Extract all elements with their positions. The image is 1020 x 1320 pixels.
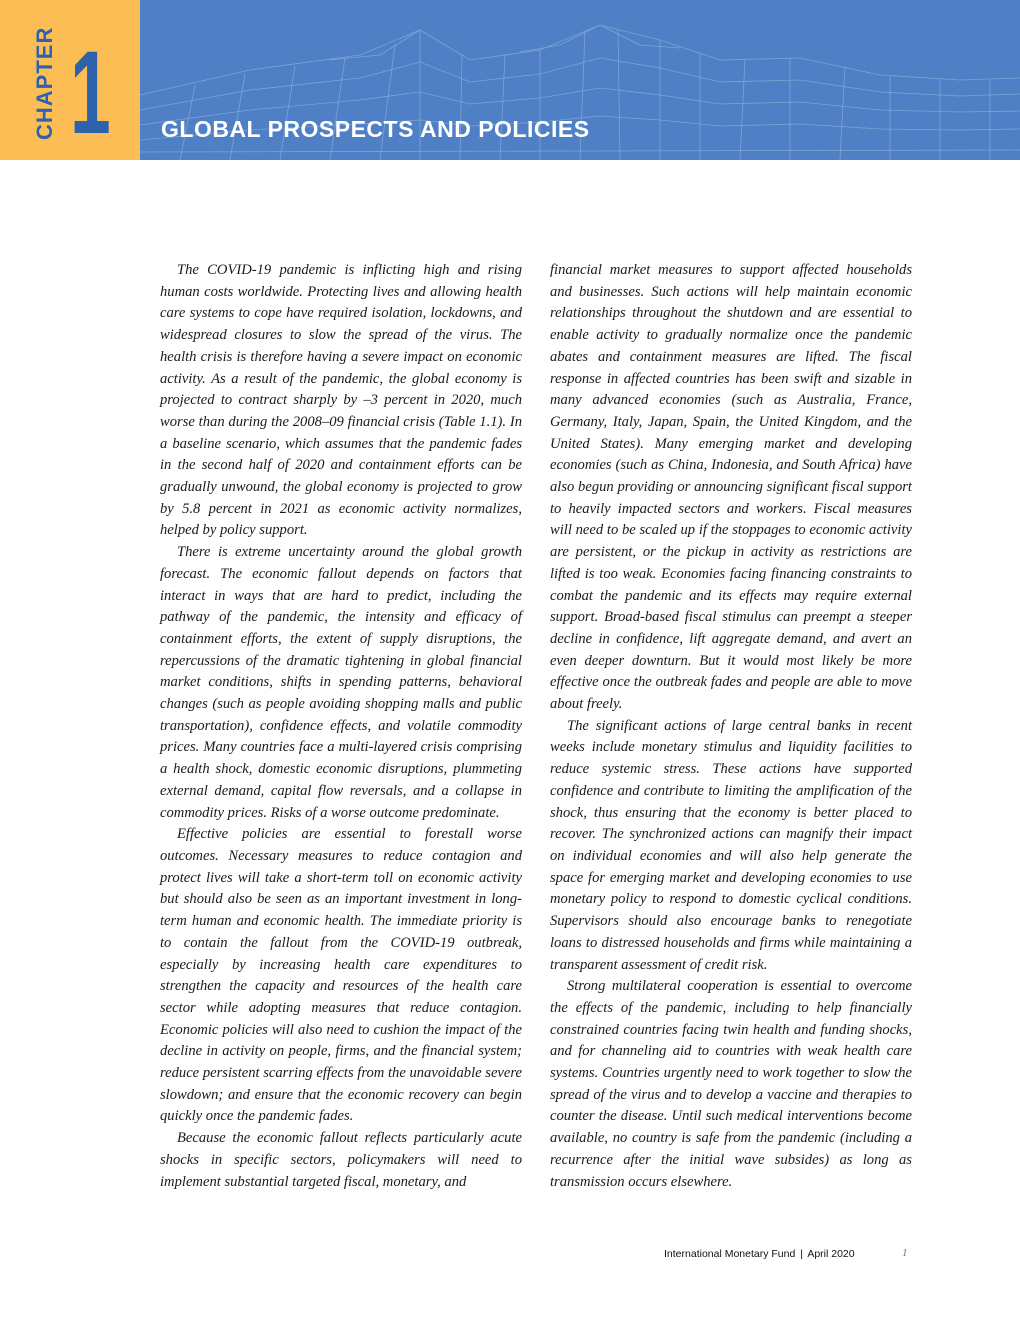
right-column bbox=[550, 260, 912, 1193]
chapter-title: GLOBAL PROSPECTS AND POLICIES bbox=[161, 116, 590, 142]
left-paragraph-2: There is extreme uncertainty around the global growth forecast. The economic fallout depends on factors that interact in ways that are hard to predict, including the pathway of the pandemic, the intensity and efficacy of containment efforts, the extent of supply disruptions, the repercussions of the dramatic tightening in global financial market conditions, shifts in spending patterns, behavioral changes (such as people avoiding shopping malls and public transportation), confidence effects, and volatile commodity prices. Many countries face a multi-layered crisis comprising a health shock, domestic economic disruptions, plummeting external demand, capital flow reversals, and a collapse in commodity prices. Risks of a worse outcome predominate. bbox=[160, 544, 522, 821]
page-footer bbox=[664, 1248, 855, 1260]
chapter-word: CHAPTER bbox=[32, 26, 57, 140]
left-paragraph-1: The COVID-19 pandemic is inflicting high and rising human costs worldwide. Protecting lives and allowing health care systems to cope have required isolation, lockdowns, and widespread closures to slow the spread of the virus. The health crisis is therefore having a severe impact on economic activity. As a result of the pandemic, the global economy is projected to contract sharply by –3 percent in 2020, much worse than during the 2008–09 financial crisis (Table 1.1). In a baseline scenario, which assumes that the pandemic fades in the second half of 2020 and containment efforts can be gradually unwound, the global economy is projected to grow by 5.8 percent in 2021 as economic activity normalizes, helped by policy support. bbox=[160, 262, 522, 539]
left-paragraph-3: Effective policies are essential to forestall worse outcomes. Necessary measures to reduce contagion and protect lives will take a short-term toll on economic activity but should also be seen as an important investment in long-term human and economic health. The immediate priority is to contain the fallout from the COVID-19 outbreak, especially by increasing health care expenditures to strengthen the capacity and resources of the health care sector while adopting measures that reduce contagion. Economic policies will also need to cushion the impact of the decline in activity on people, firms, and the financial system; reduce persistent scarring effects from the unavoidable severe slowdown; and ensure that the economic recovery can begin quickly once the pandemic fades. bbox=[160, 826, 522, 1125]
left-paragraph-4: Because the economic fallout reflects particularly acute shocks in specific sectors, policymakers will need to implement substantial targeted fiscal, monetary, and bbox=[160, 1130, 522, 1190]
footer-publisher: International Monetary Fund bbox=[664, 1248, 796, 1260]
footer-separator: | bbox=[800, 1248, 803, 1260]
page-number: 1 bbox=[902, 1247, 908, 1259]
footer-date: April 2020 bbox=[807, 1248, 855, 1260]
left-column bbox=[160, 260, 522, 1193]
right-paragraph-3: Strong multilateral cooperation is essential to overcome the effects of the pandemic, including to help financially constrained countries facing twin health and funding shocks, and for channeling aid to countries with weak health care systems. Countries urgently need to work together to slow the spread of the virus and to develop a vaccine and therapies to counter the disease. Until such medical interventions become available, no country is safe from the pandemic (including a recurrence after the initial wave subsides) as long as transmission occurs elsewhere. bbox=[550, 978, 912, 1190]
chapter-banner bbox=[0, 0, 1020, 160]
right-paragraph-1: financial market measures to support affected households and businesses. Such actions will help maintain economic relationships throughout the shutdown and are essential to enable activity to gradually normalize once the pandemic abates and containment measures are lifted. The fiscal response in affected countries has been swift and sizable in many advanced economies (such as Australia, France, Germany, Italy, Japan, Spain, the United Kingdom, and the United States). Many emerging market and developing economies (such as China, Indonesia, and South Africa) have also begun providing or announcing significant fiscal support to heavily impacted sectors and workers. Fiscal measures will need to be scaled up if the stoppages to economic activity are persistent, or the pickup in activity as restrictions are lifted is too weak. Economies facing financing constraints to combat the pandemic and its effects may require external support. Broad-based fiscal stimulus can preempt a steeper decline in confidence, lift aggregate demand, and avert an even deeper downturn. But it would most likely be more effective once the outbreak fades and people are able to move about freely. bbox=[550, 262, 912, 713]
chapter-label-box bbox=[0, 0, 140, 160]
right-paragraph-2: The significant actions of large central banks in recent weeks include monetary stimulus and liquidity facilities to reduce systemic stress. These actions have supported confidence and contribute to limiting the amplification of the shock, thus ensuring that the economy is better placed to recover. The synchronized actions can magnify their impact on individual economies and will also help generate the space for emerging market and developing economies to use monetary policy to respond to domestic cyclical conditions. Supervisors should also encourage banks to renegotiate loans to distressed households and firms while maintaining a transparent assessment of credit risk. bbox=[550, 717, 912, 973]
chapter-number: 1 bbox=[70, 27, 111, 159]
